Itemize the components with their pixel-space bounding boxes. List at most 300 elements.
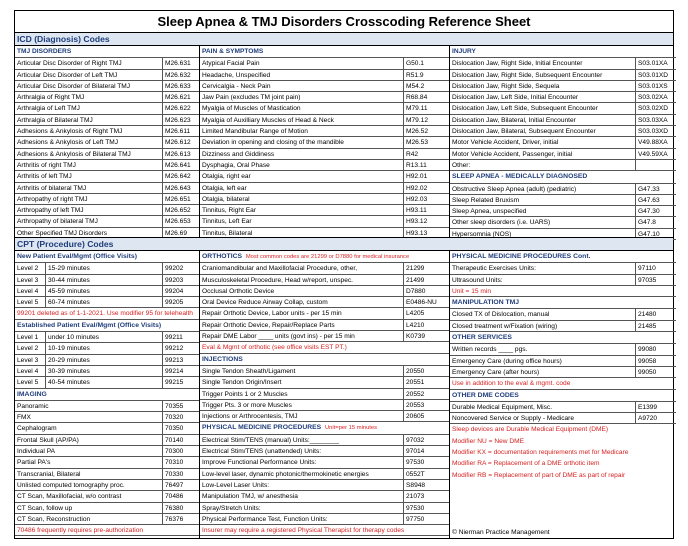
injections-row-cell-1: 20550	[406, 367, 425, 375]
orthotics-row	[200, 275, 450, 286]
sleep-row	[450, 184, 676, 195]
orthotics-header	[200, 251, 450, 263]
pain-row-cell-0: Otalgia, left ear	[200, 183, 404, 193]
sleep-row-cell-1: G47.30	[638, 208, 660, 216]
pain-row-cell-1: M54.2	[406, 82, 425, 90]
established-patient-row-cell-0: Level 1	[15, 332, 46, 342]
injury-row-cell-1: V49.88XA	[638, 139, 668, 147]
new-patient-header: New Patient Eval/Mgmt (Office Visits)	[15, 251, 199, 263]
established-patient-row-cell-1: 30-39 minutes	[46, 366, 163, 376]
pain-row-cell-1: H92.02	[406, 184, 428, 192]
tmj-row-cell-0: Adhesions & Ankylosis of Bilateral TMJ	[15, 149, 163, 159]
injury-row	[450, 137, 676, 148]
pain-row	[200, 183, 450, 194]
orthotics-row-cell-1: 21299	[406, 265, 425, 273]
orthotics-row-cell-1: K0739	[406, 333, 426, 341]
new-patient-row-cell-0: Level 2	[15, 263, 46, 273]
imaging-header: IMAGING	[15, 389, 199, 401]
injury-row-cell-1: S03.01XD	[638, 71, 669, 79]
other-services-row-cell-1: 99080	[638, 346, 657, 354]
pain-row	[200, 126, 450, 137]
orthotics-row	[200, 308, 450, 319]
injections-row-cell-0: Trigger Points 1 or 2 Muscles	[200, 389, 404, 399]
injections-row-cell-0: Single Tendon Origin/Insert	[200, 377, 404, 387]
injury-row-cell-1: S03.03XA	[638, 116, 668, 124]
new-patient-row-cell-2: 99202	[165, 265, 184, 273]
icd-heading: ICD (Diagnosis) Codes	[15, 33, 673, 46]
pain-row-cell-0: Myalgia of Auxilliary Muscles of Head & Neck	[200, 115, 404, 125]
orthotics-row-cell-1: D7880	[406, 287, 426, 295]
tmj-row-cell-0: Arthropathy of left TMJ	[15, 205, 163, 215]
tmj-row-cell-0: Arthropathy of bilateral TMJ	[15, 216, 163, 226]
pain-row	[200, 70, 450, 81]
pain-row-cell-0: Cervicalgia - Neck Pain	[200, 81, 404, 91]
pmp-footer: Insurer may require a registered Physical Therapist for therapy codes	[200, 525, 450, 536]
dme-row	[450, 413, 676, 424]
orthotics-row-cell-0: Craniomandibular and Maxillofacial Procedure, other,	[200, 263, 404, 273]
pmp-row	[200, 503, 450, 514]
tmj-row-cell-1: M26.643	[165, 184, 191, 192]
pmp-note: Unit=per 15 minutes	[325, 425, 378, 432]
imaging-row-cell-0: Partial PA's	[15, 457, 163, 467]
pain-row	[200, 194, 450, 205]
dme-row-cell-1: A9720	[638, 415, 658, 423]
sleep-apnea-header: SLEEP APNEA - MEDICALLY DIAGNOSED	[450, 171, 676, 183]
pmp-row	[200, 457, 450, 468]
pmp-row-cell-0: Electrical Stim/TENS (manual) Units:________	[200, 435, 404, 445]
dme-modifier-line: Modifier RB = Replacement of part of DME as part of repair	[452, 471, 626, 479]
orthotics-row	[200, 320, 450, 331]
orthotics-row-cell-1: L4210	[406, 321, 425, 329]
imaging-row	[15, 514, 199, 525]
injury-row-cell-1: S03.01XA	[638, 60, 668, 68]
tmj-row-cell-1: M26.623	[165, 116, 191, 124]
dme-modifier-line: Sleep devices are Durable Medical Equipment (DME)	[452, 426, 609, 434]
new-patient-row-cell-0: Level 3	[15, 275, 46, 285]
tmj-row-cell-1: M26.613	[165, 150, 191, 158]
pain-row-cell-0: Myalgia of Muscles of Mastication	[200, 103, 404, 113]
imaging-row-cell-1: 70355	[165, 402, 184, 410]
new-patient-row-cell-1: 60-74 minutes	[46, 297, 163, 307]
sleep-row-cell-0: Other sleep disorders (i.e. UARS)	[450, 217, 636, 227]
new-patient-row	[15, 263, 199, 274]
new-patient-row	[15, 286, 199, 297]
pain-row	[200, 216, 450, 227]
tmj-row	[15, 126, 199, 137]
new-patient-row-cell-0: Level 4	[15, 286, 46, 296]
imaging-row-cell-0: Cephalogram	[15, 423, 163, 433]
cpt-section	[15, 237, 673, 538]
tmj-row	[15, 137, 199, 148]
sleep-row-cell-0: Obstructive Sleep Apnea (adult) (pediatric)	[450, 184, 636, 194]
injections-row-cell-1: 20551	[406, 379, 425, 387]
injury-row-cell-0: Dislocation Jaw, Bilateral, Subsequent Encounter	[450, 126, 636, 136]
pain-row	[200, 92, 450, 103]
injections-row-cell-1: 20605	[406, 413, 425, 421]
pain-row	[200, 58, 450, 69]
pain-row-cell-0: Otalgia, bilateral	[200, 194, 404, 204]
new-patient-row	[15, 297, 199, 308]
injury-row-cell-0: Dislocation Jaw, Right Side, Sequela	[450, 81, 636, 91]
dme-row-cell-1: E1399	[638, 403, 658, 411]
imaging-row-cell-0: CT Scan, follow up	[15, 503, 163, 513]
pain-row-cell-0: Headache, Unspecified	[200, 70, 404, 80]
imaging-row-cell-0: CT Scan, Maxillofacial, w/o contrast	[15, 491, 163, 501]
pmc-row-cell-1: 97110	[638, 265, 656, 273]
pmp-row-cell-0: Electrical Stim/TENS (unattended) Units:	[200, 446, 404, 456]
tmj-row-cell-0: Arthritis of bilateral TMJ	[15, 183, 163, 193]
dme-modifier-line: Modifier NU = New DME	[452, 437, 524, 445]
pain-row	[200, 171, 450, 182]
pmp-row-cell-1: 97014	[406, 448, 425, 456]
pain-row	[200, 149, 450, 160]
tmj-row-cell-1: M26.651	[165, 195, 191, 203]
dme-header: OTHER DME CODES	[450, 390, 676, 402]
established-patient-header: Established Patient Eval/Mgmt (Office Visits)	[15, 320, 199, 332]
pain-row-cell-0: Deviation in opening and closing of the mandible	[200, 137, 404, 147]
established-patient-row-cell-2: 99211	[165, 334, 183, 342]
tmj-row-cell-1: M26.641	[165, 161, 191, 169]
orthotics-row-cell-0: Repair Orthotic Device, Labor units - per 15 min	[200, 308, 404, 318]
pain-row-cell-0: Atypical Facial Pain	[200, 58, 404, 68]
pain-row-cell-0: Dysphagia, Oral Phase	[200, 160, 404, 170]
imaging-row	[15, 446, 199, 457]
new-patient-row-cell-0: Level 5	[15, 297, 46, 307]
dme-row-cell-0: Noncovered Service or Supply - Medicare	[450, 413, 636, 423]
tmj-row-cell-1: M26.653	[165, 218, 191, 226]
cpt-heading: CPT (Procedure) Codes	[15, 238, 673, 251]
injury-row	[450, 115, 676, 126]
cpt-middle-column	[199, 251, 450, 538]
icd-section	[15, 33, 673, 237]
tmj-row-cell-0: Articular Disc Disorder of Left TMJ	[15, 70, 163, 80]
injury-row-cell-1: S03.02XD	[638, 105, 669, 113]
orthotics-row	[200, 297, 450, 308]
pmp-row	[200, 469, 450, 480]
new-patient-note: 99201 deleted as of 1-1-2021. Use modifier 95 for telehealth	[15, 308, 199, 319]
injury-row	[450, 149, 676, 160]
tmj-row-cell-0: Other Specified TMJ Disorders	[15, 228, 163, 238]
pain-row	[200, 160, 450, 171]
established-patient-row	[15, 366, 199, 377]
injury-row-cell-0: Other:	[450, 160, 636, 170]
pain-row-cell-1: H93.12	[406, 218, 428, 226]
pain-row	[200, 103, 450, 114]
pmp-row-cell-1: 97032	[406, 436, 425, 444]
injections-row-cell-0: Injections or Arthrocentesis, TMJ	[200, 411, 404, 421]
injections-row	[200, 400, 450, 411]
pain-row-cell-0: Dizziness and Giddiness	[200, 149, 404, 159]
tmj-row-cell-0: Arthralgia of Right TMJ	[15, 92, 163, 102]
copyright: © Nierman Practice Management	[452, 529, 550, 536]
imaging-row-cell-0: Panoramic	[15, 401, 163, 411]
imaging-row	[15, 480, 199, 491]
tmj-row	[15, 183, 199, 194]
injury-row	[450, 70, 676, 81]
manip-row-cell-1: 21485	[638, 322, 657, 330]
other-services-note: Use in addition to the eval & mgmt. code	[450, 378, 676, 389]
pain-row-cell-1: G50.1	[406, 60, 424, 68]
tmj-row-cell-0: Arthritis of right TMJ	[15, 160, 163, 170]
pmp-title: PHYSICAL MEDICINE PROCEDURES	[202, 424, 322, 432]
pain-row	[200, 115, 450, 126]
orthotics-row-cell-1: E0486-NU	[406, 299, 437, 307]
pain-row-cell-1: H92.01	[406, 173, 428, 181]
pmp-row	[200, 446, 450, 457]
orthotics-row-cell-0: Musculoskeletal Procedure, Head w/report, unspec.	[200, 275, 404, 285]
orthotics-row	[200, 263, 450, 274]
pmc-row-cell-0: Ultrasound Units:	[450, 275, 636, 285]
manip-row-cell-0: Closed TX of Dislocation, manual	[450, 309, 636, 319]
pain-row-cell-0: Tinnitus, Bilateral	[200, 228, 404, 238]
other-services-row	[450, 367, 676, 378]
injury-row	[450, 126, 676, 137]
new-patient-row-cell-2: 99205	[165, 299, 184, 307]
pain-row-cell-0: Limited Mandibular Range of Motion	[200, 126, 404, 136]
other-services-row	[450, 356, 676, 367]
tmj-row	[15, 149, 199, 160]
other-services-row-cell-1: 99050	[638, 368, 657, 376]
orthotics-row-cell-1: 21499	[406, 276, 425, 284]
dme-row	[450, 402, 676, 413]
tmj-row	[15, 205, 199, 216]
imaging-row-cell-1: 70486	[165, 493, 184, 501]
injury-row	[450, 103, 676, 114]
imaging-row-cell-0: Individual PA	[15, 446, 163, 456]
new-patient-row-cell-1: 15-29 minutes	[46, 263, 163, 273]
imaging-row	[15, 491, 199, 502]
tmj-row-cell-0: Articular Disc Disorder of Bilateral TMJ	[15, 81, 163, 91]
pmp-row-cell-0: Low-level laser, dynamic photonic/thermokinetic energies	[200, 469, 404, 479]
pmp-row-cell-0: Improve Functional Performance Units:	[200, 457, 404, 467]
sleep-row-cell-0: Hypersomnia (NOS)	[450, 229, 636, 239]
imaging-row-cell-0: FMX	[15, 412, 163, 422]
pain-row-cell-1: R68.84	[406, 94, 428, 102]
imaging-row-cell-1: 76497	[165, 481, 184, 489]
injury-row-cell-0: Dislocation Jaw, Left Side, Initial Encounter	[450, 92, 636, 102]
tmj-row-cell-1: M26.631	[165, 60, 191, 68]
pain-row-cell-0: Tinnitus, Left Ear	[200, 216, 404, 226]
injections-row-cell-0: Trigger Pts. 3 or more Muscles	[200, 400, 404, 410]
pain-row-cell-1: R13.11	[406, 161, 427, 169]
imaging-row-cell-0: CT Scan, Reconstruction	[15, 514, 163, 524]
orthotics-row	[200, 286, 450, 297]
imaging-note: 70486 frequently requires pre-authorization	[15, 525, 199, 536]
imaging-row-cell-1: 70300	[165, 448, 184, 456]
new-patient-row-cell-2: 99204	[165, 287, 184, 295]
tmj-header: TMJ DISORDERS	[15, 46, 199, 58]
imaging-row	[15, 423, 199, 434]
injections-row-cell-0: Single Tendon Sheath/Ligament	[200, 366, 404, 376]
other-services-row-cell-0: Emergency Care (during office hours)	[450, 356, 636, 366]
injections-row	[200, 411, 450, 422]
imaging-row-cell-0: Unlisted computed tomography proc.	[15, 480, 163, 490]
injury-row	[450, 160, 676, 171]
page-title: Sleep Apnea & TMJ Disorders Crosscoding Reference Sheet	[15, 11, 673, 33]
established-patient-row-cell-0: Level 4	[15, 366, 46, 376]
pmc-header: PHYSICAL MEDICINE PROCEDURES Cont.	[450, 251, 676, 263]
established-patient-row-cell-2: 99214	[165, 367, 184, 375]
manip-row	[450, 309, 676, 320]
imaging-row-cell-0: Transcranial, Bilateral	[15, 469, 163, 479]
tmj-row-cell-1: M26.642	[165, 173, 191, 181]
injury-row-cell-1: S03.01XS	[638, 82, 668, 90]
tmj-row-cell-1: M26.622	[165, 105, 191, 113]
injury-header: INJURY	[450, 46, 676, 58]
pmp-row-cell-0: Spray/Stretch Units:	[200, 503, 404, 513]
manip-row-cell-0: Closed treatment w/Fixation (wiring)	[450, 321, 636, 331]
tmj-row	[15, 216, 199, 227]
manip-header: MANIPULATION TMJ	[450, 297, 676, 309]
tmj-row-cell-1: M26.621	[165, 94, 191, 102]
injury-row-cell-0: Dislocation Jaw, Right Side, Subsequent Encounter	[450, 70, 636, 80]
imaging-row	[15, 469, 199, 480]
sleep-row-cell-1: G47.63	[638, 196, 660, 204]
pain-row	[200, 81, 450, 92]
other-services-row-cell-0: Written records ____ pgs.	[450, 344, 636, 354]
pmp-row-cell-0: Manipulation TMJ, w/ anesthesia	[200, 491, 404, 501]
established-patient-row	[15, 332, 199, 343]
pmc-row-cell-0: Therapeutic Exercises Units:	[450, 263, 636, 273]
orthotics-row	[200, 331, 450, 342]
pain-row	[200, 205, 450, 216]
orthotics-row-cell-0: Repair Orthotic Device, Repair/Replace Parts	[200, 320, 404, 330]
tmj-row-cell-1: M26.611	[165, 128, 191, 136]
tmj-disorders-column	[15, 46, 199, 239]
pain-row-cell-1: R51.9	[406, 71, 424, 79]
tmj-row	[15, 70, 199, 81]
orthotics-note: Most common codes are 21299 or D7880 for medical insurance	[245, 254, 410, 260]
manip-row-cell-1: 21480	[638, 311, 657, 319]
injury-column	[449, 46, 676, 240]
sleep-row-cell-1: G47.33	[638, 185, 660, 193]
pmp-row-cell-1: 21073	[406, 493, 425, 501]
pain-row-cell-1: M26.53	[406, 139, 428, 147]
pain-row-cell-1: M79.11	[406, 105, 428, 113]
tmj-row	[15, 194, 199, 205]
orthotics-row-cell-0: Oral Device Reduce Airway Collap, custom	[200, 297, 404, 307]
sleep-row	[450, 195, 676, 206]
orthotics-title: ORTHOTICS	[202, 253, 243, 260]
imaging-row	[15, 457, 199, 468]
tmj-row	[15, 115, 199, 126]
established-patient-row-cell-0: Level 3	[15, 355, 46, 365]
orthotics-row-cell-1: L4205	[406, 310, 425, 318]
injury-row-cell-1: S03.03XD	[638, 128, 669, 136]
established-patient-row-cell-0: Level 5	[15, 377, 46, 387]
imaging-row-cell-1: 70330	[165, 470, 184, 478]
tmj-row-cell-0: Arthralgia of Left TMJ	[15, 103, 163, 113]
pmp-row-cell-0: Low-Level Laser Units:	[200, 480, 404, 490]
tmj-row-cell-1: M26.612	[165, 139, 191, 147]
sleep-row-cell-1: G47.8	[638, 219, 656, 227]
injury-row-cell-1	[636, 160, 676, 170]
tmj-row	[15, 81, 199, 92]
pain-row-cell-1: R42	[406, 150, 419, 158]
pain-column	[199, 46, 450, 239]
imaging-row	[15, 503, 199, 514]
tmj-row-cell-0: Arthropathy of right TMJ	[15, 194, 163, 204]
tmj-row-cell-0: Arthritis of left TMJ	[15, 171, 163, 181]
established-patient-row-cell-2: 99213	[165, 356, 184, 364]
tmj-row	[15, 58, 199, 69]
pmp-row	[200, 435, 450, 446]
tmj-row-cell-1: M26.652	[165, 207, 191, 215]
tmj-row-cell-0: Adhesions & Ankylosis of Left TMJ	[15, 137, 163, 147]
reference-sheet	[14, 10, 674, 539]
manip-row	[450, 321, 676, 332]
imaging-row-cell-1: 70140	[165, 436, 184, 444]
imaging-row-cell-1: 70350	[165, 425, 184, 433]
tmj-row-cell-1: M26.69	[165, 229, 187, 237]
new-patient-row-cell-2: 99203	[165, 276, 184, 284]
injury-row-cell-0: Dislocation Jaw, Bilateral, Initial Encounter	[450, 115, 636, 125]
pmp-row-cell-1: 0552T	[406, 470, 425, 478]
pain-row-cell-0: Otalgia, right ear	[200, 171, 404, 181]
tmj-row-cell-0: Adhesions & Ankylosis of Right TMJ	[15, 126, 163, 136]
dme-modifier-line: Modifier KX = documentation requirements met for Medicare	[452, 449, 629, 457]
new-patient-row	[15, 275, 199, 286]
dme-row-cell-0: Durable Medical Equipment, Misc.	[450, 402, 636, 412]
pmc-row	[450, 263, 676, 274]
tmj-row-cell-1: M26.633	[165, 82, 191, 90]
imaging-row	[15, 401, 199, 412]
pain-row-cell-1: H93.11	[406, 207, 427, 215]
other-services-row-cell-0: Emergency Care (after hours)	[450, 367, 636, 377]
imaging-row	[15, 412, 199, 423]
cpt-left-column	[15, 251, 199, 536]
injury-row-cell-0: Motor Vehicle Accident, Passenger, initial	[450, 149, 636, 159]
tmj-row	[15, 92, 199, 103]
other-services-row	[450, 344, 676, 355]
pain-row-cell-0: Tinnitus, Right Ear	[200, 205, 404, 215]
established-patient-row-cell-1: 10-19 minutes	[46, 343, 163, 353]
injury-row-cell-0: Motor Vehicle Accident, Driver, initial	[450, 137, 636, 147]
imaging-row-cell-1: 70310	[165, 459, 184, 467]
pain-row-cell-1: H93.13	[406, 229, 428, 237]
imaging-row-cell-1: 76380	[165, 504, 184, 512]
tmj-row	[15, 171, 199, 182]
established-patient-row	[15, 343, 199, 354]
injections-row	[200, 389, 450, 400]
pain-row-cell-0: Jaw Pain (excludes TM joint pain)	[200, 92, 404, 102]
injury-row-cell-0: Dislocation Jaw, Right Side, Initial Encounter	[450, 58, 636, 68]
established-patient-row	[15, 355, 199, 366]
dme-modifier-line: Modifier RA = Replacement of a DME orthotic item	[452, 460, 600, 468]
pmp-row-cell-1: 97750	[406, 515, 425, 523]
pmc-unit: Unit = 15 min	[450, 286, 676, 297]
pmp-row-cell-0: Physical Performance Test, Function Units:	[200, 514, 404, 524]
other-services-row-cell-1: 99058	[638, 357, 657, 365]
pmc-row	[450, 275, 676, 286]
pain-row-cell-1: H92.03	[406, 195, 428, 203]
injections-header: INJECTIONS	[200, 354, 450, 366]
imaging-row-cell-1: 76376	[165, 515, 184, 523]
tmj-row-cell-1: M26.632	[165, 71, 191, 79]
pain-row	[200, 137, 450, 148]
established-patient-row-cell-2: 99215	[165, 379, 184, 387]
established-patient-row-cell-1: under 10 minutes	[46, 332, 163, 342]
established-patient-row-cell-0: Level 2	[15, 343, 46, 353]
injury-row-cell-1: V49.59XA	[638, 150, 668, 158]
sleep-row	[450, 206, 676, 217]
imaging-row	[15, 435, 199, 446]
tmj-row	[15, 160, 199, 171]
injury-row-cell-0: Dislocation Jaw, Left Side, Subsequent Encounter	[450, 103, 636, 113]
pmp-row-cell-1: S8948	[406, 481, 426, 489]
injury-row	[450, 58, 676, 69]
injections-row-cell-1: 20553	[406, 401, 425, 409]
